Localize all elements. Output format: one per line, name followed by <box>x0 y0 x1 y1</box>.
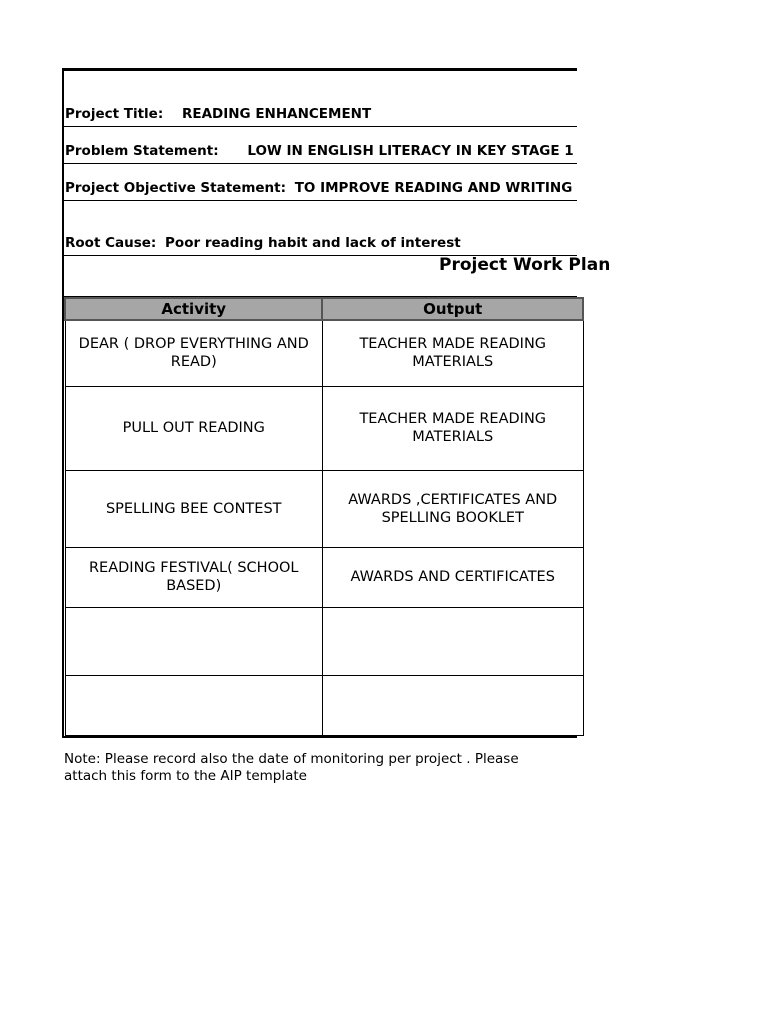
root-cause-value: Poor reading habit and lack of interest <box>165 235 461 251</box>
project-title-value: READING ENHANCEMENT <box>181 106 372 122</box>
table-row <box>65 470 583 547</box>
root-cause-label: Root Cause: <box>65 235 157 251</box>
output-cell <box>322 607 583 675</box>
work-plan-title-row <box>64 255 611 297</box>
output-cell: TEACHER MADE READING MATERIALS <box>322 320 583 386</box>
problem-statement-label: Problem Statement: <box>65 143 219 159</box>
work-plan-table <box>64 297 584 736</box>
activity-cell <box>65 607 322 675</box>
table-row <box>65 386 583 470</box>
problem-statement-value: LOW IN ENGLISH LITERACY IN KEY STAGE 1 <box>247 143 574 159</box>
activity-cell: SPELLING BEE CONTEST <box>65 470 322 547</box>
table-row <box>65 547 583 607</box>
table-header-row <box>65 298 583 320</box>
activity-cell <box>65 675 322 735</box>
activity-cell: DEAR ( DROP EVERYTHING AND READ) <box>65 320 322 386</box>
activity-cell: READING FESTIVAL( SCHOOL BASED) <box>65 547 322 607</box>
monitoring-note: Note: Please record also the date of monitoring per project . Please attach this form to the AIP template <box>64 751 519 784</box>
root-cause-row <box>64 235 577 256</box>
output-cell: AWARDS AND CERTIFICATES <box>322 547 583 607</box>
output-cell: TEACHER MADE READING MATERIALS <box>322 386 583 470</box>
column-header-output: Output <box>322 298 583 320</box>
work-plan-title: Project Work Plan <box>439 255 611 275</box>
objective-statement-row <box>64 180 577 201</box>
table-row <box>65 320 583 386</box>
table-row <box>65 675 583 735</box>
project-title-label: Project Title: <box>65 106 164 122</box>
objective-statement-value: TO IMPROVE READING AND WRITING <box>294 180 573 196</box>
project-title-row <box>64 106 577 127</box>
output-cell: AWARDS ,CERTIFICATES AND SPELLING BOOKLET <box>322 470 583 547</box>
problem-statement-row <box>64 143 577 164</box>
activity-cell: PULL OUT READING <box>65 386 322 470</box>
table-row <box>65 607 583 675</box>
output-cell <box>322 675 583 735</box>
column-header-activity: Activity <box>65 298 322 320</box>
project-form-sheet <box>62 68 611 738</box>
objective-statement-label: Project Objective Statement: <box>65 180 287 196</box>
